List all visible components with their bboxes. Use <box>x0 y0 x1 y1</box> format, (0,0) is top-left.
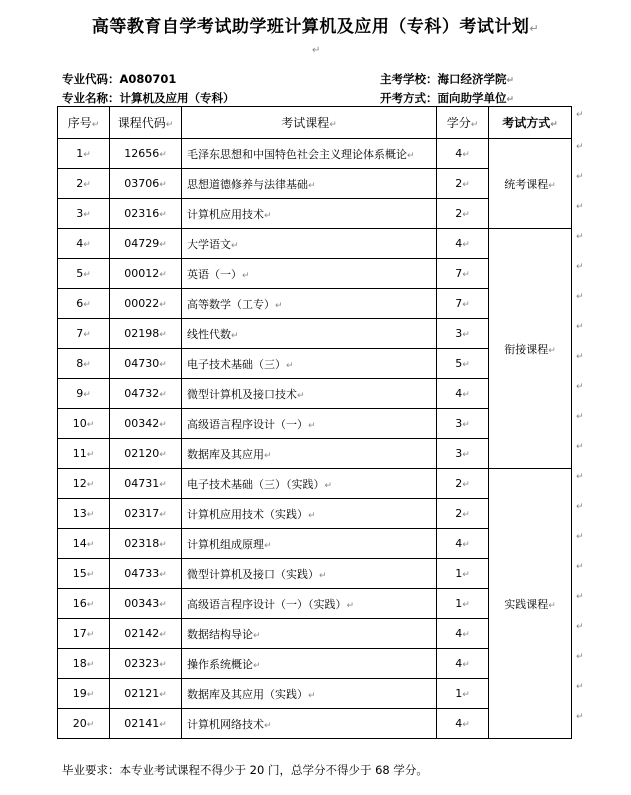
course-name: 计算机应用技术↵ <box>182 199 437 229</box>
course-name: 微型计算机及接口技术↵ <box>182 379 437 409</box>
header-course: 考试课程↵ <box>182 107 437 139</box>
table-row <box>58 139 572 169</box>
row-no: 5↵ <box>58 259 110 289</box>
row-no: 7↵ <box>58 319 110 349</box>
row-no: 8↵ <box>58 349 110 379</box>
paragraph-mark-icon: ↵ <box>576 712 584 722</box>
page-title: 高等教育自学考试助学班计算机及应用（专科）考试计划↵ <box>91 17 540 37</box>
graduation-requirement: 毕业要求：本专业考试课程不得少于 20 门，总学分不得少于 68 学分。 <box>62 763 428 777</box>
paragraph-mark-icon: ↵ <box>576 322 584 332</box>
course-code: 12656↵ <box>110 139 182 169</box>
course-name: 高级语言程序设计（一）（实践）↵ <box>182 589 437 619</box>
paragraph-mark-icon: ↵ <box>576 652 584 662</box>
course-credit: 4↵ <box>437 649 489 679</box>
course-code: 02141↵ <box>110 709 182 739</box>
table-header-row <box>58 107 572 139</box>
exam-mode: 开考方式：面向助学单位↵ <box>380 91 515 105</box>
course-credit: 2↵ <box>437 169 489 199</box>
table-row <box>58 469 572 499</box>
course-name: 思想道德修养与法律基础↵ <box>182 169 437 199</box>
row-no: 2↵ <box>58 169 110 199</box>
row-no: 16↵ <box>58 589 110 619</box>
course-name: 计算机网络技术↵ <box>182 709 437 739</box>
course-name: 计算机应用技术（实践）↵ <box>182 499 437 529</box>
row-no: 6↵ <box>58 289 110 319</box>
paragraph-mark-icon: ↵ <box>576 412 584 422</box>
course-credit: 2↵ <box>437 199 489 229</box>
course-name: 操作系统概论↵ <box>182 649 437 679</box>
paragraph-mark-icon: ↵ <box>576 532 584 542</box>
course-credit: 7↵ <box>437 289 489 319</box>
paragraph-mark-icon: ↵ <box>576 142 584 152</box>
course-code: 04729↵ <box>110 229 182 259</box>
row-no: 1↵ <box>58 139 110 169</box>
course-credit: 4↵ <box>437 379 489 409</box>
row-no: 12↵ <box>58 469 110 499</box>
course-name: 数据库及其应用（实践）↵ <box>182 679 437 709</box>
paragraph-mark-icon: ↵ <box>576 110 584 120</box>
course-name: 毛泽东思想和中国特色社会主义理论体系概论↵ <box>182 139 437 169</box>
course-credit: 4↵ <box>437 709 489 739</box>
course-code: 02318↵ <box>110 529 182 559</box>
course-code: 02316↵ <box>110 199 182 229</box>
row-no: 20↵ <box>58 709 110 739</box>
paragraph-mark-icon: ↵ <box>576 592 584 602</box>
course-credit: 4↵ <box>437 139 489 169</box>
header-no: 序号↵ <box>58 107 110 139</box>
course-code: 02121↵ <box>110 679 182 709</box>
course-credit: 5↵ <box>437 349 489 379</box>
course-code: 02142↵ <box>110 619 182 649</box>
course-credit: 1↵ <box>437 559 489 589</box>
header-credit: 学分↵ <box>437 107 489 139</box>
course-code: 04732↵ <box>110 379 182 409</box>
course-code: 02323↵ <box>110 649 182 679</box>
row-no: 4↵ <box>58 229 110 259</box>
course-credit: 2↵ <box>437 499 489 529</box>
row-no: 18↵ <box>58 649 110 679</box>
exam-category: 实践课程↵ <box>489 469 572 739</box>
course-code: 00342↵ <box>110 409 182 439</box>
course-credit: 3↵ <box>437 319 489 349</box>
course-code: 00343↵ <box>110 589 182 619</box>
course-code: 02120↵ <box>110 439 182 469</box>
row-no: 10↵ <box>58 409 110 439</box>
course-name: 线性代数↵ <box>182 319 437 349</box>
course-name: 电子技术基础（三）↵ <box>182 349 437 379</box>
row-no: 9↵ <box>58 379 110 409</box>
course-credit: 4↵ <box>437 229 489 259</box>
paragraph-mark-icon: ↵ <box>576 472 584 482</box>
header-code: 课程代码↵ <box>110 107 182 139</box>
paragraph-mark-icon: ↵ <box>576 172 584 182</box>
course-name: 电子技术基础（三）（实践）↵ <box>182 469 437 499</box>
course-code: 04731↵ <box>110 469 182 499</box>
exam-plan-table <box>57 106 572 739</box>
course-name: 高等数学（工专）↵ <box>182 289 437 319</box>
course-credit: 1↵ <box>437 589 489 619</box>
course-name: 大学语文↵ <box>182 229 437 259</box>
header-method: 考试方式↵ <box>489 107 572 139</box>
row-no: 17↵ <box>58 619 110 649</box>
row-no: 14↵ <box>58 529 110 559</box>
row-no: 15↵ <box>58 559 110 589</box>
course-credit: 3↵ <box>437 409 489 439</box>
paragraph-mark-icon: ↵ <box>576 292 584 302</box>
course-code: 02317↵ <box>110 499 182 529</box>
course-credit: 2↵ <box>437 469 489 499</box>
paragraph-mark-icon: ↵ <box>576 562 584 572</box>
course-credit: 1↵ <box>437 679 489 709</box>
paragraph-mark-icon: ↵ <box>576 502 584 512</box>
course-credit: 7↵ <box>437 259 489 289</box>
paragraph-mark-icon: ↵ <box>576 382 584 392</box>
paragraph-mark-icon: ↵ <box>576 262 584 272</box>
row-no: 3↵ <box>58 199 110 229</box>
course-name: 数据库及其应用↵ <box>182 439 437 469</box>
paragraph-mark-icon: ↵ <box>312 45 321 56</box>
major-code: 专业代码：A080701 <box>62 72 177 86</box>
course-name: 高级语言程序设计（一）↵ <box>182 409 437 439</box>
course-code: 02198↵ <box>110 319 182 349</box>
exam-category: 统考课程↵ <box>489 139 572 229</box>
paragraph-mark-icon: ↵ <box>576 622 584 632</box>
paragraph-mark-icon: ↵ <box>576 442 584 452</box>
exam-category: 衔接课程↵ <box>489 229 572 469</box>
course-code: 00022↵ <box>110 289 182 319</box>
course-credit: 4↵ <box>437 619 489 649</box>
table-row <box>58 229 572 259</box>
row-no: 13↵ <box>58 499 110 529</box>
course-code: 03706↵ <box>110 169 182 199</box>
course-name: 计算机组成原理↵ <box>182 529 437 559</box>
course-code: 04733↵ <box>110 559 182 589</box>
course-credit: 3↵ <box>437 439 489 469</box>
paragraph-mark-icon: ↵ <box>576 232 584 242</box>
paragraph-mark-icon: ↵ <box>576 352 584 362</box>
paragraph-mark-icon: ↵ <box>529 22 540 35</box>
paragraph-mark-icon: ↵ <box>576 202 584 212</box>
row-no: 11↵ <box>58 439 110 469</box>
course-credit: 4↵ <box>437 529 489 559</box>
course-name: 数据结构导论↵ <box>182 619 437 649</box>
course-code: 04730↵ <box>110 349 182 379</box>
paragraph-mark-icon: ↵ <box>576 682 584 692</box>
major-name: 专业名称：计算机及应用（专科） <box>62 91 235 105</box>
course-code: 00012↵ <box>110 259 182 289</box>
course-name: 英语（一）↵ <box>182 259 437 289</box>
exam-school: 主考学校：海口经济学院↵ <box>380 72 515 86</box>
row-no: 19↵ <box>58 679 110 709</box>
course-name: 微型计算机及接口（实践）↵ <box>182 559 437 589</box>
